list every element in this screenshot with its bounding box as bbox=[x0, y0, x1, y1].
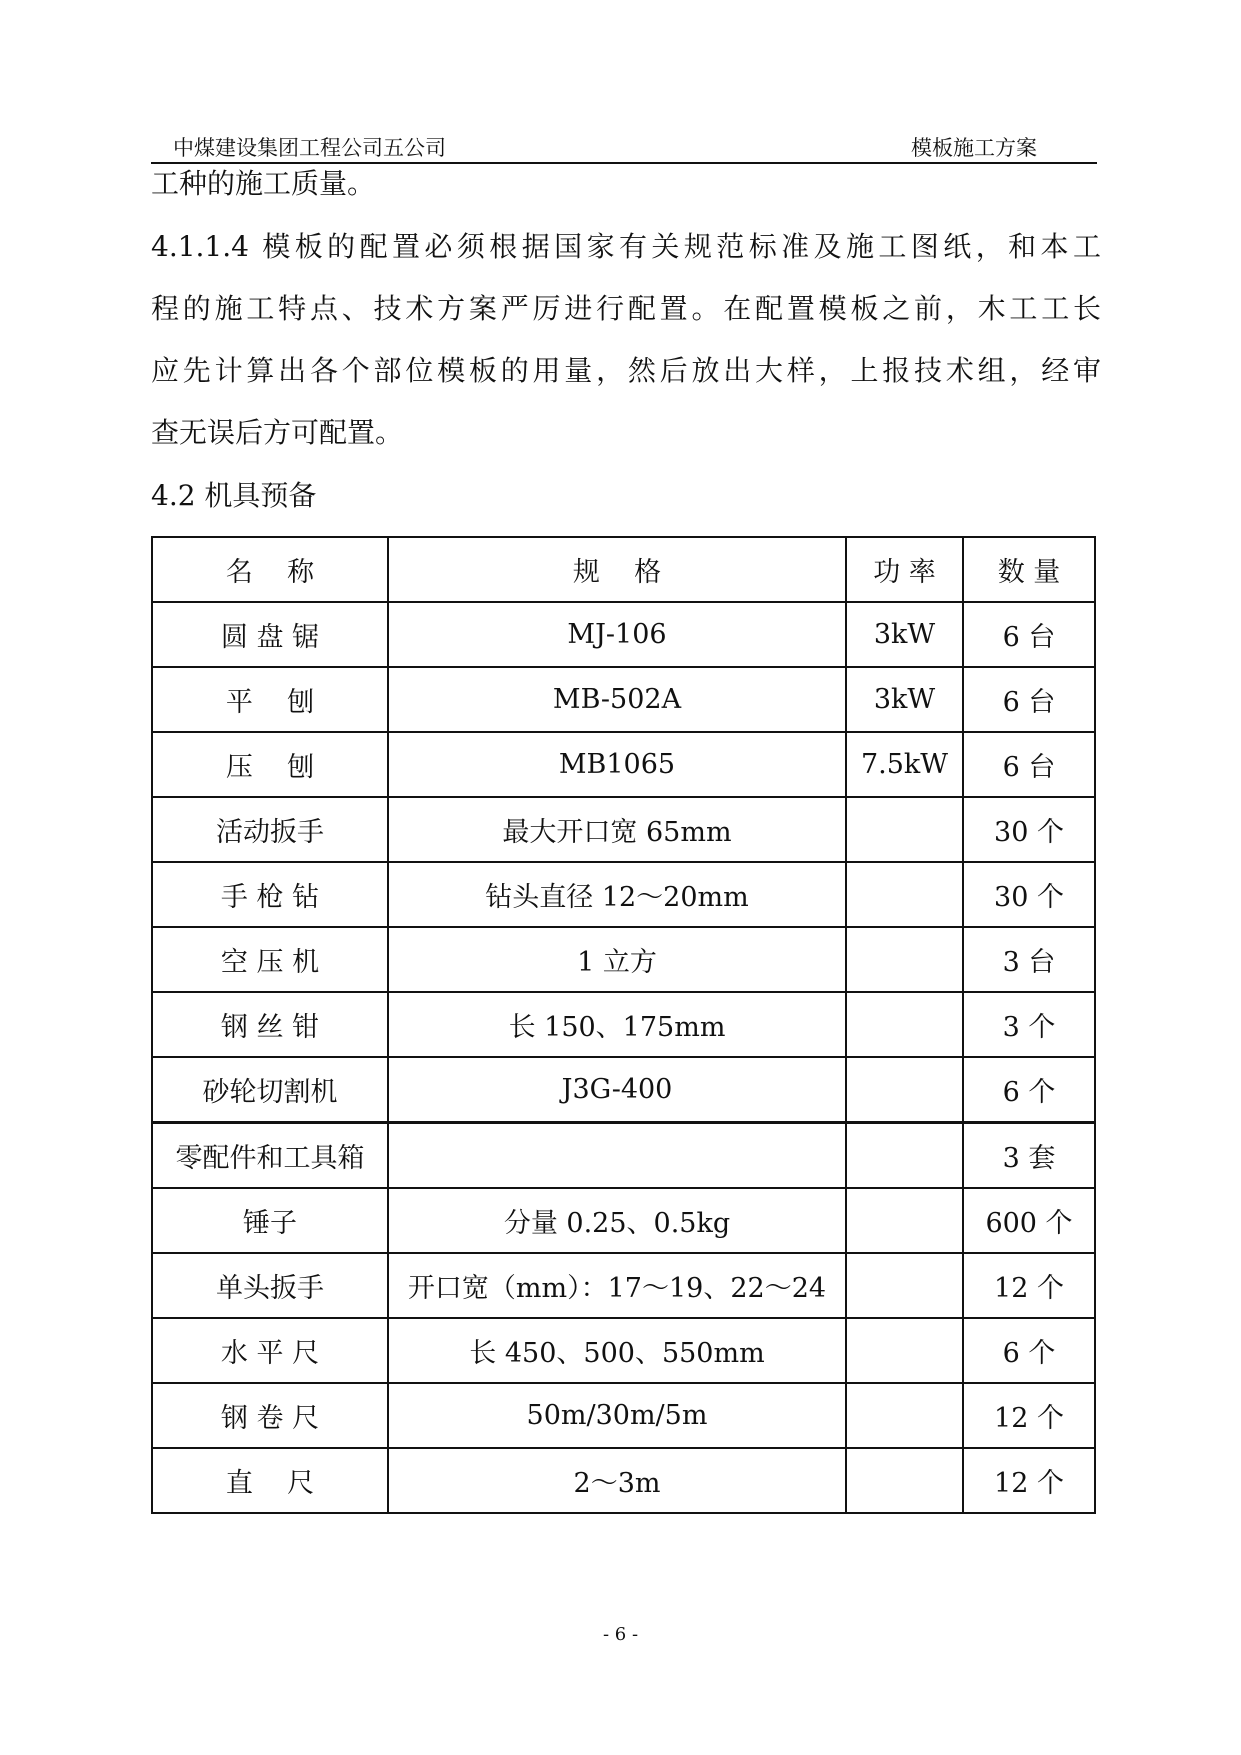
cell-spec: 2～3m bbox=[388, 1448, 846, 1513]
cell-quantity: 3 台 bbox=[963, 927, 1095, 992]
table-row bbox=[152, 992, 1095, 1057]
table-row bbox=[152, 1448, 1095, 1513]
cell-power bbox=[846, 1188, 963, 1253]
cell-spec: MJ-106 bbox=[388, 602, 846, 667]
cell-power: 3kW bbox=[846, 602, 963, 667]
paragraph-line: 应先计算出各个部位模板的用量，然后放出大样，上报技术组，经审 bbox=[151, 354, 1101, 387]
table-row bbox=[152, 1383, 1095, 1448]
cell-quantity: 6 台 bbox=[963, 732, 1095, 797]
table-header-row bbox=[152, 537, 1095, 602]
paragraph-line: 程的施工特点、技术方案严厉进行配置。在配置模板之前，木工工长 bbox=[151, 292, 1101, 325]
cell-quantity: 600 个 bbox=[963, 1188, 1095, 1253]
cell-name: 平 刨 bbox=[152, 667, 388, 732]
table-row bbox=[152, 862, 1095, 927]
table-row bbox=[152, 667, 1095, 732]
cell-spec: 50m/30m/5m bbox=[388, 1383, 846, 1448]
cell-quantity: 12 个 bbox=[963, 1383, 1095, 1448]
cell-quantity: 12 个 bbox=[963, 1448, 1095, 1513]
cell-name: 活动扳手 bbox=[152, 797, 388, 862]
cell-spec: MB1065 bbox=[388, 732, 846, 797]
cell-spec: 分量 0.25、0.5kg bbox=[388, 1188, 846, 1253]
cell-spec: 1 立方 bbox=[388, 927, 846, 992]
cell-name: 圆 盘 锯 bbox=[152, 602, 388, 667]
cell-name: 钢 丝 钳 bbox=[152, 992, 388, 1057]
cell-quantity: 30 个 bbox=[963, 797, 1095, 862]
paragraph-continued: 工种的施工质量。 bbox=[151, 167, 376, 200]
cell-quantity: 3 套 bbox=[963, 1123, 1095, 1189]
cell-power bbox=[846, 927, 963, 992]
cell-spec: 长 150、175mm bbox=[388, 992, 846, 1057]
cell-name: 锤子 bbox=[152, 1188, 388, 1253]
paragraph-4-1-1-4 bbox=[151, 216, 1101, 464]
cell-quantity: 6 个 bbox=[963, 1057, 1095, 1123]
cell-name: 钢 卷 尺 bbox=[152, 1383, 388, 1448]
cell-name: 空 压 机 bbox=[152, 927, 388, 992]
cell-power: 7.5kW bbox=[846, 732, 963, 797]
paragraph-line: 查无误后方可配置。 bbox=[151, 416, 404, 449]
cell-name: 手 枪 钻 bbox=[152, 862, 388, 927]
cell-spec: 长 450、500、550mm bbox=[388, 1318, 846, 1383]
cell-quantity: 12 个 bbox=[963, 1253, 1095, 1318]
table-row bbox=[152, 797, 1095, 862]
header-company: 中煤建设集团工程公司五公司 bbox=[173, 136, 446, 160]
table-row bbox=[152, 602, 1095, 667]
cell-quantity: 30 个 bbox=[963, 862, 1095, 927]
table-row bbox=[152, 1057, 1095, 1123]
cell-power bbox=[846, 1448, 963, 1513]
cell-power bbox=[846, 1057, 963, 1123]
cell-spec: J3G-400 bbox=[388, 1057, 846, 1123]
cell-power bbox=[846, 797, 963, 862]
table-row bbox=[152, 732, 1095, 797]
cell-power: 3kW bbox=[846, 667, 963, 732]
cell-quantity: 6 台 bbox=[963, 602, 1095, 667]
cell-quantity: 6 个 bbox=[963, 1318, 1095, 1383]
cell-name: 压 刨 bbox=[152, 732, 388, 797]
cell-quantity: 6 台 bbox=[963, 667, 1095, 732]
cell-power bbox=[846, 1318, 963, 1383]
header-power: 功 率 bbox=[846, 537, 963, 602]
cell-quantity: 3 个 bbox=[963, 992, 1095, 1057]
header-name: 名 称 bbox=[152, 537, 388, 602]
page-number: - 6 - bbox=[602, 1624, 639, 1645]
table-row bbox=[152, 1188, 1095, 1253]
header-doc-title: 模板施工方案 bbox=[911, 136, 1037, 160]
cell-power bbox=[846, 862, 963, 927]
table-row bbox=[152, 1318, 1095, 1383]
cell-name: 水 平 尺 bbox=[152, 1318, 388, 1383]
cell-spec: MB-502A bbox=[388, 667, 846, 732]
section-title: 4.2 机具预备 bbox=[151, 479, 317, 512]
cell-name: 砂轮切割机 bbox=[152, 1057, 388, 1123]
header-spec: 规 格 bbox=[388, 537, 846, 602]
header-quantity: 数 量 bbox=[963, 537, 1095, 602]
cell-spec: 开口宽（mm）：17～19、22～24 bbox=[388, 1253, 846, 1318]
cell-spec: 最大开口宽 65mm bbox=[388, 797, 846, 862]
cell-power bbox=[846, 1123, 963, 1189]
table-row bbox=[152, 927, 1095, 992]
cell-name: 零配件和工具箱 bbox=[152, 1123, 388, 1189]
table-row bbox=[152, 1253, 1095, 1318]
cell-spec: 钻头直径 12～20mm bbox=[388, 862, 846, 927]
cell-power bbox=[846, 1253, 963, 1318]
cell-name: 单头扳手 bbox=[152, 1253, 388, 1318]
cell-spec bbox=[388, 1123, 846, 1189]
table-row bbox=[152, 1123, 1095, 1189]
cell-power bbox=[846, 992, 963, 1057]
equipment-table bbox=[151, 536, 1096, 1514]
paragraph-line: 4.1.1.4 模板的配置必须根据国家有关规范标准及施工图纸，和本工 bbox=[151, 230, 1101, 263]
cell-name: 直 尺 bbox=[152, 1448, 388, 1513]
cell-power bbox=[846, 1383, 963, 1448]
